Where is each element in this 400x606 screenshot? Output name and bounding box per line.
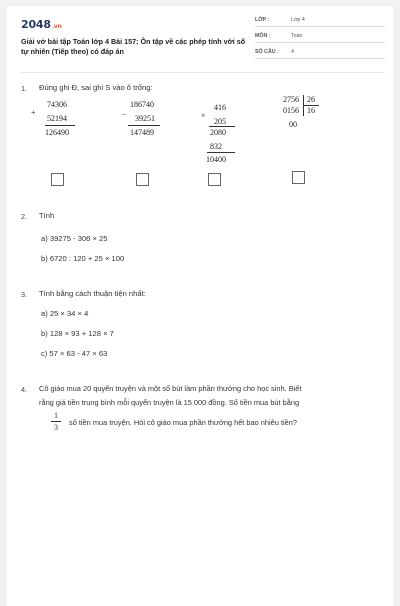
q1-subtraction: [122, 100, 182, 142]
minus-sign: −: [122, 110, 127, 119]
q2-text: Tính: [39, 211, 55, 220]
meta-subject-label: MÔN :: [255, 33, 271, 39]
addend-2: 52194: [47, 114, 67, 123]
partial-product-1: 2080: [210, 128, 226, 137]
meta-count-value: 4: [291, 49, 294, 55]
factor-1: 416: [214, 103, 226, 112]
q1-text: Đúng ghi Đ, sai ghi S vào ô trống:: [39, 83, 153, 92]
remainder-1: 0156: [283, 106, 299, 115]
sum-line: [45, 125, 75, 126]
meta-subject-value: Toán: [291, 33, 303, 39]
answer-box-subtraction[interactable]: [136, 173, 149, 186]
remainder-2: 00: [289, 120, 297, 129]
partial-product-2: 832: [210, 142, 222, 151]
q4-number: 4.: [21, 385, 28, 394]
difference-result: 147489: [130, 128, 154, 137]
q4-line-2: rằng giá tiền trung bình mỗi quyển truyện là 15 000 đồng. Số tiền mua bút bằng: [39, 398, 300, 407]
product-line-2: [207, 152, 235, 153]
logo-text: 2048: [21, 18, 51, 31]
divisor: 26: [307, 95, 315, 104]
fraction-numerator: 1: [54, 411, 58, 420]
q3-number: 3.: [21, 290, 28, 299]
difference-line: [128, 125, 160, 126]
q4-line-3: số tiền mua truyện. Hỏi cô giáo mua phần thưởng hết bao nhiêu tiền?: [69, 418, 297, 427]
header-divider: [21, 72, 385, 73]
dividend: 2756: [283, 95, 299, 104]
answer-box-multiplication[interactable]: [208, 173, 221, 186]
q1-number: 1.: [21, 84, 28, 93]
product-line-1: [209, 126, 235, 127]
worksheet-page: [7, 6, 393, 606]
q3-item-c: c) 57 × 63 - 47 × 63: [41, 349, 108, 358]
subtrahend: 39251: [135, 114, 155, 123]
q1-multiplication: [201, 103, 241, 173]
quotient: 16: [307, 106, 315, 115]
meta-count-label: SỐ CÂU :: [255, 49, 279, 55]
meta-grade-label: LỚP :: [255, 17, 270, 23]
q1-division: [283, 95, 333, 135]
fraction-bar: [51, 421, 61, 422]
q2-number: 2.: [21, 212, 28, 221]
meta-grade: [255, 15, 385, 27]
times-sign: ×: [201, 111, 206, 120]
meta-count: [255, 47, 385, 59]
sum-result: 126490: [45, 128, 69, 137]
meta-subject: [255, 31, 385, 43]
site-logo[interactable]: [21, 18, 62, 31]
q3-text: Tính bằng cách thuận tiện nhất:: [39, 289, 146, 298]
answer-box-division[interactable]: [292, 171, 305, 184]
addend-1: 74306: [47, 100, 67, 109]
minuend: 186740: [130, 100, 154, 109]
plus-sign: +: [31, 108, 36, 117]
q2-item-b: b) 6720 : 120 + 25 × 100: [41, 254, 125, 263]
q3-item-b: b) 128 × 93 + 128 × 7: [41, 329, 114, 338]
fraction-denominator: 3: [54, 423, 58, 432]
factor-2: 205: [214, 117, 226, 126]
page-title: Giải vở bài tập Toán lớp 4 Bài 157: Ôn tập về các phép tính với số tự nhiên (Tiếp theo) có đáp án: [21, 37, 246, 56]
logo-suffix: .vn: [51, 23, 62, 30]
answer-box-addition[interactable]: [51, 173, 64, 186]
meta-grade-value: Lớp 4: [291, 17, 305, 23]
q2-item-a: a) 39275 - 306 × 25: [41, 234, 108, 243]
q4-line-1: Cô giáo mua 20 quyển truyện và một số bút làm phần thưởng cho học sinh. Biết: [39, 384, 302, 393]
q3-item-a: a) 25 × 34 × 4: [41, 309, 89, 318]
q1-addition: [31, 100, 81, 142]
q4-fraction: [51, 411, 61, 432]
product-result: 10400: [206, 155, 226, 164]
